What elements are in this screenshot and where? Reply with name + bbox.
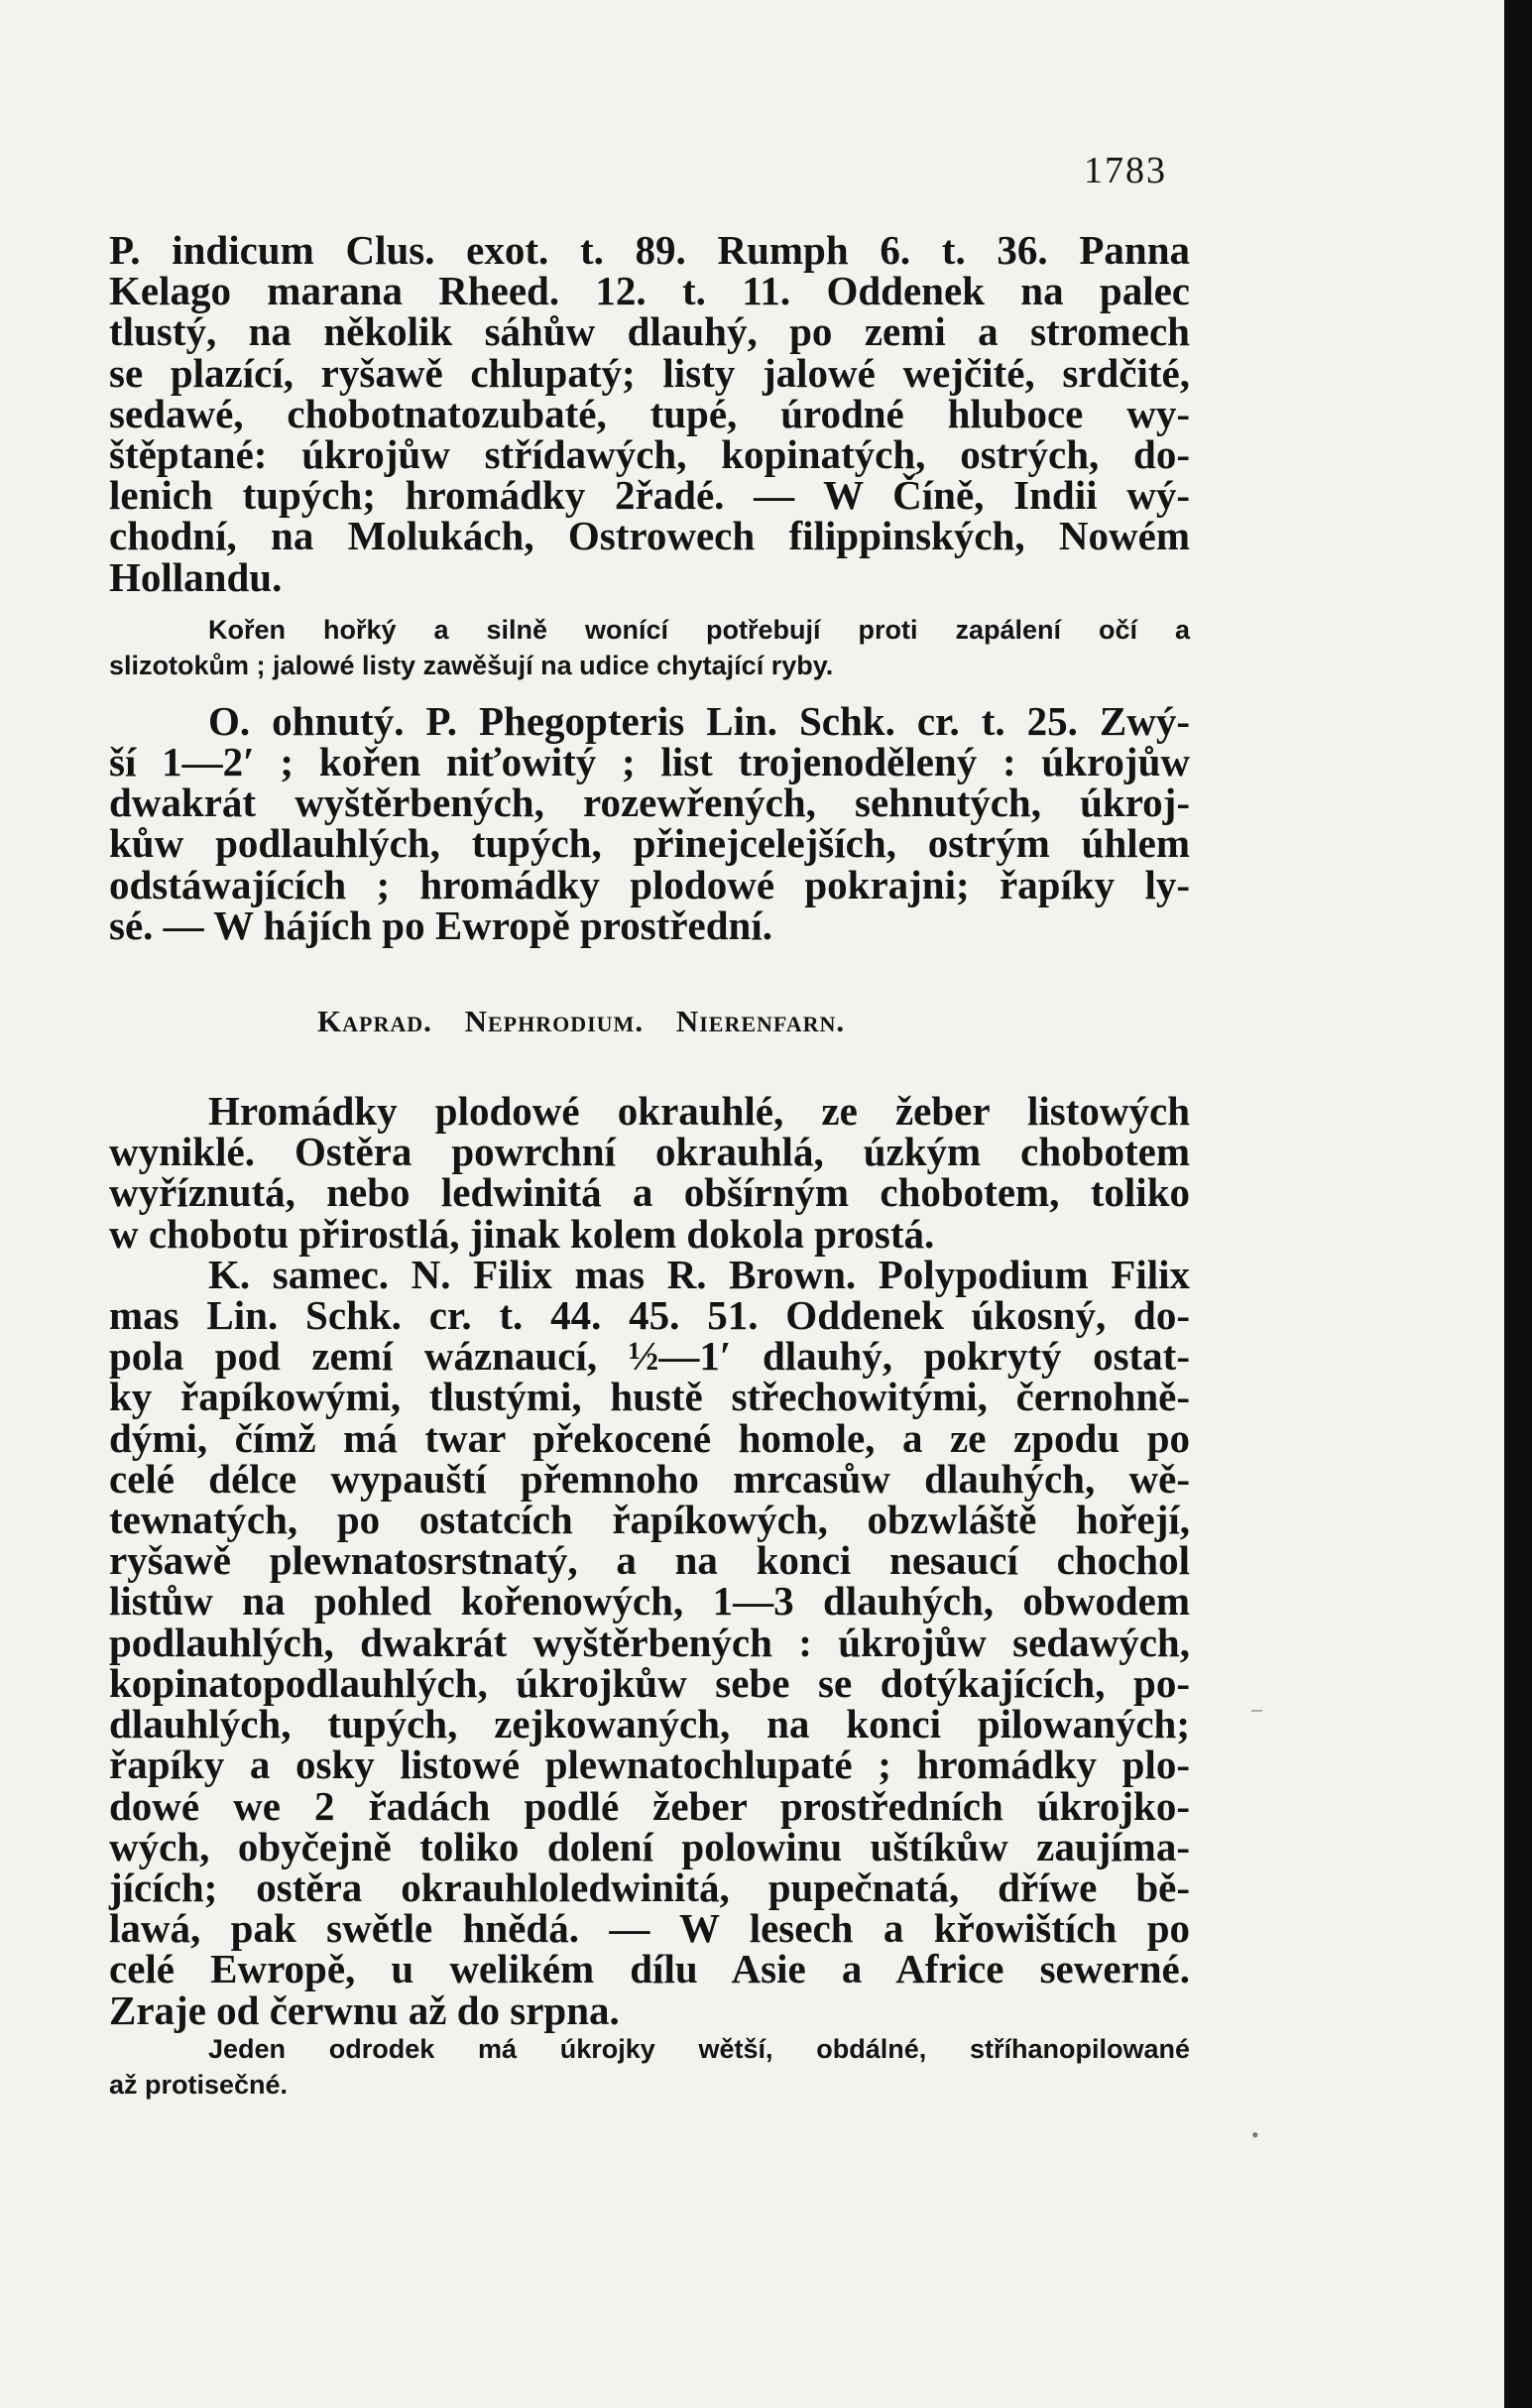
note-line: slizotokům ; jalowé listy zawěšují na udice chytající ryby. <box>109 650 834 680</box>
heading-czech: Kaprad. <box>317 1004 432 1039</box>
heading-latin: Nephrodium. <box>464 1004 645 1039</box>
genus-heading <box>317 1004 1190 1039</box>
note-indicum <box>109 612 1190 683</box>
text-line: kopinatopodlauhlých, úkrojkůw sebe se dotýkajících, po- <box>109 1659 1190 1706</box>
text-line: ryšawě plewnatosrstnatý, a na konci nesaucí chochol <box>109 1537 1190 1584</box>
text-line: řapíky a osky listowé plewnatochlupaté ; hromádky plo- <box>109 1742 1190 1788</box>
note-line: Jeden odrodek má úkrojky wětší, obdálné, stříhanopilowané <box>208 2033 1190 2064</box>
text-line: se plazící, ryšawě chlupatý; listy jalowé wejčité, srdčité, <box>109 349 1190 396</box>
text-line: pola pod zemí wáznaucí, ½—1′ dlauhý, pokrytý ostat- <box>109 1333 1190 1380</box>
text-line: podlauhlých, dwakrát wyštěrbených : úkrojůw sedawých, <box>109 1619 1190 1665</box>
text-line: Zraje od čerwnu až do srpna. <box>109 1987 620 2033</box>
text-line: Hromádky plodowé okrauhlé, ze žeber listowých <box>208 1088 1190 1135</box>
text-line: celé Ewropě, u welikém dílu Asie a Africe sewerné. <box>109 1946 1190 1992</box>
dot-mark: • <box>1251 2122 1259 2147</box>
text-line: w chobotu přirostlá, jinak kolem dokola prostá. <box>109 1210 935 1257</box>
entry-indicum <box>109 227 1190 600</box>
text-line: dými, čímž má twar překocené homole, a ze zpodu po <box>109 1414 1190 1461</box>
text-line: celé délce wypauští přemnoho mrcasůw dlauhých, wě- <box>109 1455 1190 1502</box>
page-text <box>109 227 1190 2103</box>
entry-phegopteris <box>109 697 1190 948</box>
text-line: Hollandu. <box>109 553 283 600</box>
text-line: K. samec. N. Filix mas R. Brown. Polypodium Filix <box>208 1251 1190 1297</box>
text-line: jících; ostěra okrauhloledwinitá, pupečnatá, dříwe bě- <box>109 1864 1190 1910</box>
text-line: odstáwajících ; hromádky plodowé pokrajni; řapíky ly- <box>109 861 1190 907</box>
dash-mark: – <box>1251 1696 1262 1721</box>
text-line: P. indicum Clus. exot. t. 89. Rumph 6. t. 36. Panna <box>109 227 1190 273</box>
text-line: ší 1—2′ ; kořen niťowitý ; list trojenodělený : úkrojůw <box>109 739 1190 785</box>
genus-description <box>109 1088 1190 1257</box>
note-filix-mas <box>109 2031 1190 2103</box>
text-line: lenich tupých; hromádky 2řadé. — W Číně, Indii wý- <box>109 472 1190 519</box>
text-line: sé. — W hájích po Ewropě prostřední. <box>109 902 772 948</box>
text-line: kůw podlauhlých, tupých, přinejcelejších, ostrým úhlem <box>109 820 1190 867</box>
text-line: dlauhlých, tupých, zejkowaných, na konci pilowaných; <box>109 1701 1190 1747</box>
text-line: sedawé, chobotnatozubaté, tupé, úrodné hluboce wy- <box>109 390 1190 436</box>
heading-german: Nierenfarn. <box>675 1004 846 1039</box>
text-line: Kelago marana Rheed. 12. t. 11. Oddenek na palec <box>109 268 1190 314</box>
text-line: mas Lin. Schk. cr. t. 44. 45. 51. Oddenek úkosný, do- <box>109 1292 1190 1339</box>
text-line: dowé we 2 řadách podlé žeber prostředních úkrojko- <box>109 1782 1190 1829</box>
text-line: lawá, pak swětle hnědá. — W lesech a křowištích po <box>109 1905 1190 1952</box>
text-line: wyříznutá, nebo ledwinitá a obšírným chobotem, toliko <box>109 1169 1190 1216</box>
text-line: dwakrát wyštěrbených, rozewřených, sehnutých, úkroj- <box>109 780 1190 826</box>
text-line: wých, obyčejně toliko dolení polowinu uštíkůw zaujíma- <box>109 1823 1190 1869</box>
page-number: 1783 <box>1084 150 1167 191</box>
note-line: Kořen hořký a silně wonící potřebují proti zapálení očí a <box>208 614 1190 645</box>
text-line: wyniklé. Ostěra powrchní okrauhlá, úzkým chobotem <box>109 1129 1190 1175</box>
text-line: tewnatých, po ostatcích řapíkowých, obzwláště hořejí, <box>109 1497 1190 1543</box>
scan-edge <box>1504 0 1532 2408</box>
text-line: ky řapíkowými, tlustými, hustě střechowitými, černohně- <box>109 1374 1190 1420</box>
note-line: až protisečné. <box>109 2069 289 2100</box>
text-line: tlustý, na několik sáhůw dlauhý, po zemi a stromech <box>109 308 1190 355</box>
text-line: listůw na pohled kořenowých, 1—3 dlauhých, obwodem <box>109 1578 1190 1625</box>
text-line: O. ohnutý. P. Phegopteris Lin. Schk. cr. t. 25. Zwý- <box>208 697 1190 744</box>
text-line: štěptané: úkrojůw střídawých, kopinatých, ostrých, do- <box>109 431 1190 478</box>
text-line: chodní, na Molukách, Ostrowech filippinských, Nowém <box>109 513 1190 559</box>
entry-filix-mas <box>109 1251 1190 2033</box>
